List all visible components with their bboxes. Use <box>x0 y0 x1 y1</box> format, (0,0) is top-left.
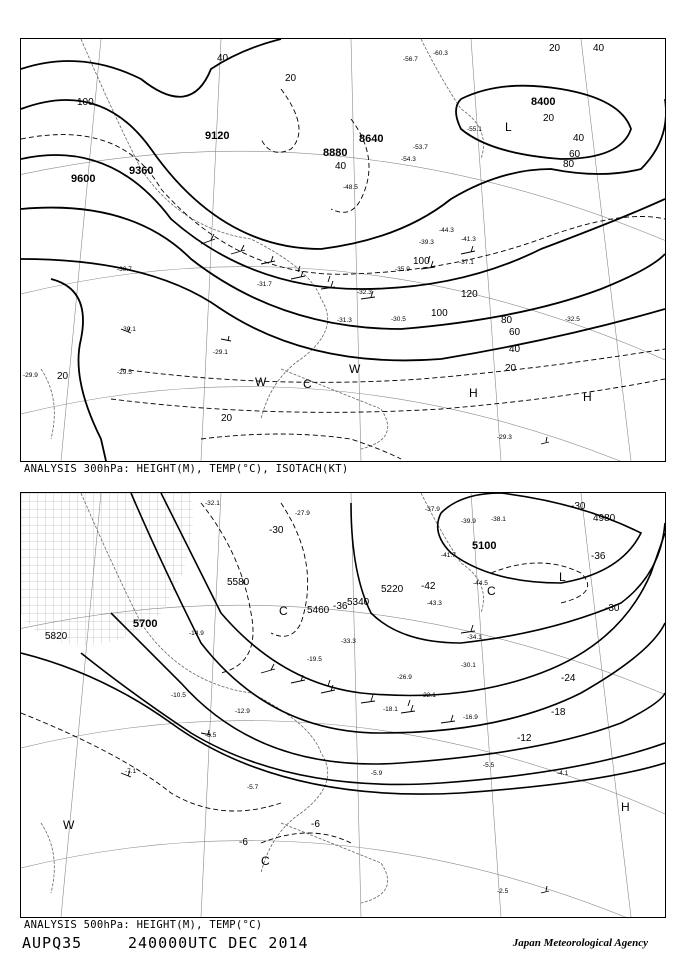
isotach-label: 20 <box>543 113 555 124</box>
caption-300hpa: ANALYSIS 300hPa: HEIGHT(M), TEMP(°C), ISOTACH(KT) <box>24 463 349 475</box>
cold-marker: C <box>261 854 270 868</box>
temp-label: -8.5 <box>205 732 217 739</box>
temp-label: -22.1 <box>421 692 436 699</box>
isotach-label: 40 <box>335 161 347 172</box>
height-label: 5460 <box>307 605 330 616</box>
temp-label: -39.9 <box>461 518 476 525</box>
temp-label: -30.7 <box>117 266 132 273</box>
temp-label: -27.9 <box>295 510 310 517</box>
map-500hpa <box>21 493 665 917</box>
temp-label: -10.5 <box>171 692 186 699</box>
temp-label: -31.3 <box>337 317 352 324</box>
height-label: 5100 <box>472 540 497 552</box>
isotach-label: 40 <box>509 344 521 355</box>
temp-label: -41.7 <box>441 552 456 559</box>
temp-label: -12.9 <box>235 708 250 715</box>
temp-label: -5.5 <box>483 762 495 769</box>
temp-label: -31.7 <box>257 281 272 288</box>
isotach-label: 20 <box>57 371 69 382</box>
temp-label: -53.7 <box>413 144 428 151</box>
cold-marker: C <box>487 584 496 598</box>
temp-label: -29.1 <box>213 349 228 356</box>
isotach-label: 80 <box>501 315 513 326</box>
analysis-300hpa-chart <box>20 38 666 462</box>
valid-time: 240000UTC DEC 2014 <box>128 934 309 952</box>
map-300hpa <box>21 39 665 461</box>
warm-marker: W <box>349 362 361 376</box>
temperature-contour-labels <box>239 501 620 848</box>
temp-label: -29.9 <box>23 372 38 379</box>
graticule <box>21 39 665 461</box>
temp-label: -29.3 <box>497 434 512 441</box>
temp-label: -44.5 <box>473 580 488 587</box>
temp-contour-label: -42 <box>421 581 436 592</box>
hatched-area <box>21 493 193 645</box>
temp-label: -55.1 <box>467 126 482 133</box>
low-pressure-marker: L <box>505 120 512 134</box>
isotach-label: 20 <box>285 73 297 84</box>
temp-contour-label: -12 <box>517 733 532 744</box>
temp-contour-label: -18 <box>551 707 566 718</box>
isotach-label: 60 <box>509 327 521 338</box>
height-label: 9600 <box>71 173 96 185</box>
temp-contour-label: -36 <box>591 551 606 562</box>
low-pressure-marker: L <box>559 570 566 584</box>
temp-label: -41.3 <box>461 236 476 243</box>
height-label: 5580 <box>227 577 250 588</box>
temp-label: -60.3 <box>433 50 448 57</box>
temp-label: -2.5 <box>497 888 509 895</box>
temp-label: -34.1 <box>467 634 482 641</box>
height-label: 5340 <box>347 597 370 608</box>
analysis-500hpa-chart <box>20 492 666 918</box>
isotach-label: 40 <box>593 43 605 54</box>
temp-label: -32.1 <box>205 500 220 507</box>
height-label: 9120 <box>205 130 230 142</box>
temp-label: -14.9 <box>189 630 204 637</box>
temp-label: -38.1 <box>491 516 506 523</box>
temp-contour-label: -36 <box>333 601 348 612</box>
temp-contour-label: -30 <box>269 525 284 536</box>
cold-marker: C <box>279 604 288 618</box>
temp-contour-label: -6 <box>239 837 248 848</box>
isotach-label: 100 <box>431 308 448 319</box>
temp-label: -44.3 <box>439 227 454 234</box>
temp-label: -33.3 <box>341 638 356 645</box>
height-label: 5820 <box>45 631 68 642</box>
isotach-label: 40 <box>573 133 585 144</box>
height-label: 8640 <box>359 133 384 145</box>
temp-label: -18.1 <box>383 706 398 713</box>
agency-name: Japan Meteorological Agency <box>512 937 648 949</box>
temperature-labels <box>125 500 569 895</box>
height-contours <box>21 39 665 461</box>
height-label: 5700 <box>133 618 158 630</box>
temp-label: -32.5 <box>565 316 580 323</box>
temp-label: -4.1 <box>557 770 569 777</box>
product-id: AUPQ35 <box>22 934 83 952</box>
temp-label: -29.5 <box>117 369 132 376</box>
isotach-label: 20 <box>549 43 561 54</box>
height-label: 8880 <box>323 147 348 159</box>
isotach-label: 60 <box>569 149 581 160</box>
temp-contour-label: -30 <box>605 603 620 614</box>
isotach-label: 120 <box>461 289 478 300</box>
warm-marker: W <box>255 375 267 389</box>
wind-barbs <box>121 625 549 893</box>
temp-label: -30.1 <box>461 662 476 669</box>
isotach-labels <box>57 43 605 424</box>
temp-label: -7.1 <box>125 768 137 775</box>
high-pressure-marker: H <box>469 386 478 400</box>
temp-label: -54.3 <box>401 156 416 163</box>
temp-contour-label: -6 <box>311 819 320 830</box>
temp-label: -37.1 <box>459 259 474 266</box>
high-pressure-marker: H <box>621 800 630 814</box>
temp-label: -5.9 <box>371 770 383 777</box>
temp-label: -32.3 <box>357 289 372 296</box>
high-pressure-marker: H <box>583 390 592 404</box>
temp-label: -56.7 <box>403 56 418 63</box>
height-label: 4980 <box>593 513 616 524</box>
temp-label: -30.5 <box>391 316 406 323</box>
temp-label: -16.9 <box>463 714 478 721</box>
warm-marker: W <box>63 818 75 832</box>
isotach-label: 100 <box>413 256 430 267</box>
height-label: 9360 <box>129 165 154 177</box>
isotach-label: 20 <box>221 413 233 424</box>
isotach-label: 100 <box>77 97 94 108</box>
temp-label: -35.9 <box>395 266 410 273</box>
caption-500hpa: ANALYSIS 500hPa: HEIGHT(M), TEMP(°C) <box>24 919 263 931</box>
temp-contour-label: -24 <box>561 673 576 684</box>
isotach-label: 40 <box>217 53 229 64</box>
height-label: 8400 <box>531 96 556 108</box>
isotach-label: 20 <box>505 363 517 374</box>
temp-label: -37.9 <box>425 506 440 513</box>
temp-contour-label: -30 <box>571 501 586 512</box>
cold-marker: C <box>303 377 312 391</box>
temp-label: -19.5 <box>307 656 322 663</box>
temp-label: -39.3 <box>419 239 434 246</box>
height-label: 5220 <box>381 584 404 595</box>
temp-label: -5.7 <box>247 784 259 791</box>
temp-label: -26.9 <box>397 674 412 681</box>
isotach-contours <box>21 89 665 459</box>
temp-label: -43.3 <box>427 600 442 607</box>
temp-label: -48.5 <box>343 184 358 191</box>
temp-label: -30.1 <box>121 326 136 333</box>
isotach-label: 80 <box>563 159 575 170</box>
